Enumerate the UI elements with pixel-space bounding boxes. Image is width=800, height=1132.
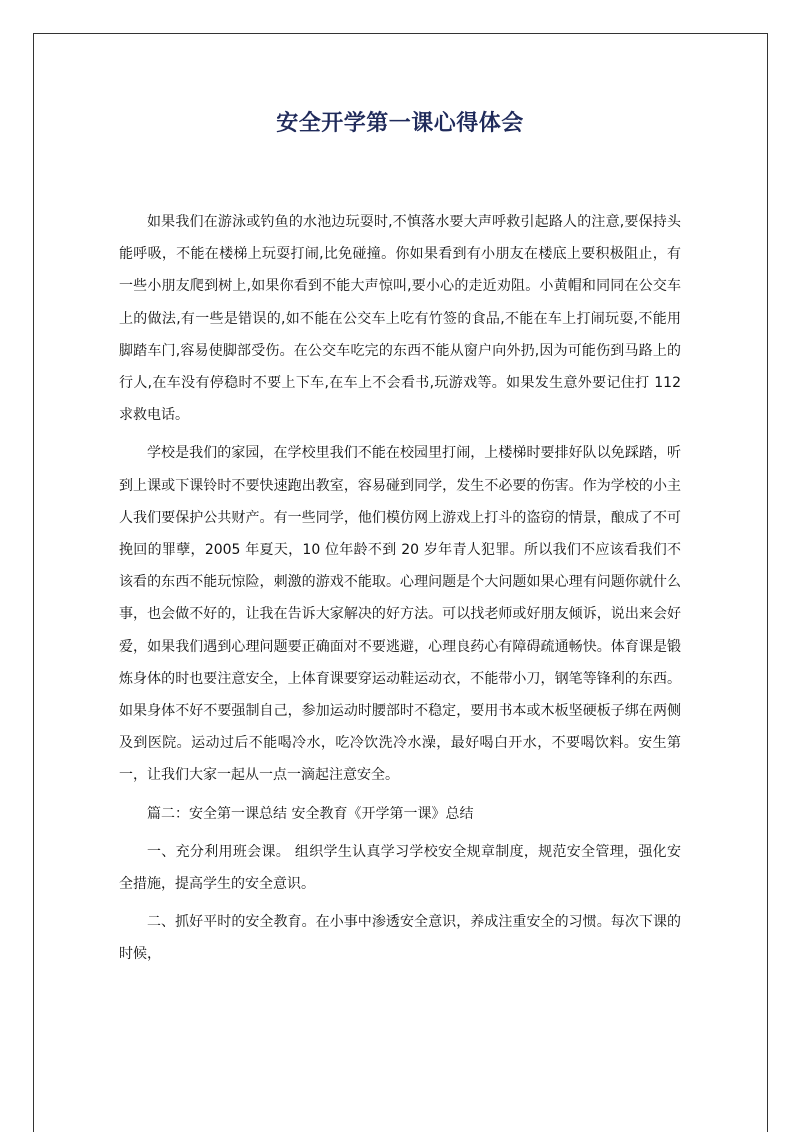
document-title: 安全开学第一课心得体会 [276, 111, 524, 136]
paragraph: 如果我们在游泳或钓鱼的水池边玩耍时,不慎落水要大声呼救引起路人的注意,要保持头能呼吸，不能在楼梯上玩耍打闹,比免碰撞。你如果看到有小朋友在楼底上要积极阻止，有一些小朋友爬到树上,如果你看到不能大声惊叫,要小心的走近劝阻。小黄帽和同同在公交车上的做法,有一些是错误的,如不能在公交车上吃有竹签的食品,不能在车上打闹玩耍,不能用脚踏车门,容易使脚部受伤。在公交车吃完的东西不能从窗户向外扔,因为可能伤到马路上的行人,在车没有停稳时不要上下车,在车上不会看书,玩游戏等。如果发生意外要记住打 112 求救电话。 [119, 214, 681, 424]
paragraph: 二、抓好平时的安全教育。在小事中渗透安全意识，养成注重安全的习惯。每次下课的时候， [119, 914, 681, 963]
document-body [119, 206, 681, 977]
section-heading: 篇二：安全第一课总结 安全教育《开学第一课》总结 [147, 805, 474, 822]
paragraph: 学校是我们的家园，在学校里我们不能在校园里打闹，上楼梯时要排好队以免踩踏，听到上课或下课铃时不要快速跑出教室，容易碰到同学，发生不必要的伤害。作为学校的小主人我们要保护公共财产。有一些同学，他们模仿网上游戏上打斗的盗窃的情景，酿成了不可挽回的罪孽，2005 年夏天，10 位年龄不到 20 岁年青人犯罪。所以我们不应该看我们不该看的东西不能玩惊险，刺激的游戏不能取。心理问题是个大问题如果心理有问题你就什么事，也会做不好的，让我在告诉大家解决的好方法。可以找老师或好朋友倾诉，说出来会好爱，如果我们遇到心理问题要正确面对不要逃避，心理良药心有障碍疏通畅快。体育课是锻炼身体的时也要注意安全，上体育课要穿运动鞋运动衣，不能带小刀，钢笔等锋利的东西。如果身体不好不要强制自己，参加运动时腰部时不稳定，要用书本或木板坚硬板子绑在两侧及到医院。运动过后不能喝冷水，吃冷饮洗冷水澡，最好喝白开水，不要喝饮料。安生第一，让我们大家一起从一点一滴起注意安全。 [119, 445, 681, 784]
paragraph: 一、充分利用班会课。 组织学生认真学习学校安全规章制度，规范安全管理，强化安全措施，提高学生的安全意识。 [119, 843, 681, 893]
